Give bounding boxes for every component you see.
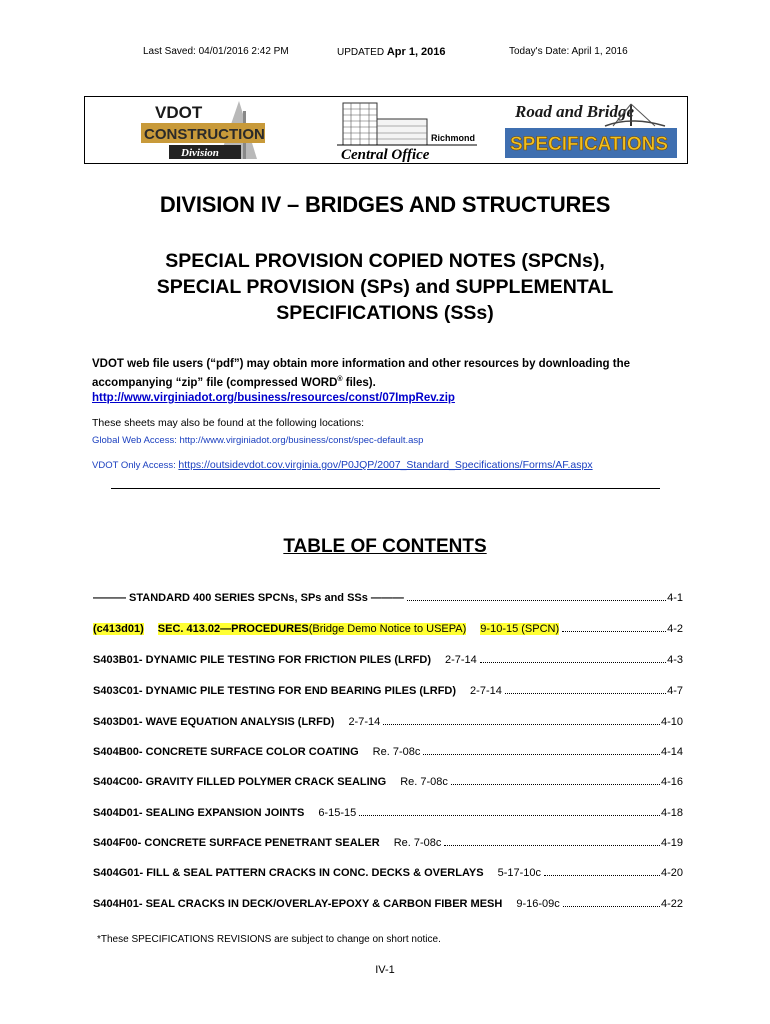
toc-name: - FILL & SEAL PATTERN CRACKS IN CONC. DECKS & OVERLAYS — [139, 867, 484, 879]
todays-date-text: Today's Date: April 1, 2016 — [509, 46, 628, 57]
global-access-label: Global Web Access: — [92, 435, 180, 446]
global-access-link[interactable]: http://www.virginiadot.org/business/const/spec-default.asp — [179, 435, 424, 446]
toc-leader-dots — [480, 662, 666, 663]
logo-banner — [84, 96, 688, 164]
vdot-access-link[interactable]: https://outsidevdot.cov.virginia.gov/P0JQP/2007_Standard_Specifications/Forms/AF.aspx — [178, 459, 593, 471]
toc-date: 5-17-10c — [497, 867, 541, 879]
division-text: Division — [181, 147, 219, 159]
toc-leader-dots — [505, 693, 666, 694]
toc-name: - CONCRETE SURFACE COLOR COATING — [138, 746, 359, 758]
toc-page: 4-22 — [660, 898, 683, 910]
divider — [111, 488, 660, 489]
toc-leader-dots — [423, 754, 660, 755]
toc-entry[interactable] — [93, 803, 683, 819]
toc-entry[interactable] — [93, 742, 683, 758]
toc-code: S404G01 — [93, 867, 140, 879]
toc-code: S403B01 — [93, 654, 139, 666]
toc-page: 4-14 — [660, 746, 683, 758]
updated-text — [337, 46, 446, 58]
toc-name: - SEAL CRACKS IN DECK/OVERLAY-EPOXY & CARBON FIBER MESH — [138, 898, 503, 910]
specifications-text: SPECIFICATIONS — [510, 134, 668, 155]
vdot-access-label: VDOT Only Access: — [92, 460, 179, 471]
locations-lead: These sheets may also be found at the following locations: — [92, 417, 364, 429]
toc-date: 2-7-14 — [470, 685, 502, 697]
toc-name: ——— STANDARD 400 SERIES SPCNs, SPs and SSs ——— — [93, 592, 404, 604]
toc-date: 9-10-15 (SPCN) — [480, 623, 560, 635]
toc-heading: TABLE OF CONTENTS — [283, 536, 487, 557]
toc-page: 4-1 — [667, 592, 683, 604]
intro-line-2-text: accompanying “zip” file (compressed WORD — [92, 376, 338, 389]
toc-page: 4-20 — [660, 867, 683, 879]
toc-leader-dots — [562, 631, 666, 632]
footnote: *These SPECIFICATIONS REVISIONS are subject to change on short notice. — [97, 934, 441, 945]
toc-page: 4-7 — [667, 685, 683, 697]
central-office-text: Central Office — [341, 147, 430, 163]
toc-entry[interactable] — [93, 863, 683, 879]
toc-code: S404F00 — [93, 837, 138, 849]
updated-prefix: UPDATED — [337, 47, 387, 58]
page-number: IV-1 — [375, 964, 395, 976]
registered-mark: ® — [337, 376, 343, 383]
toc-leader-dots — [544, 875, 660, 876]
toc-name: SEC. 413.02—PROCEDURES — [157, 623, 309, 635]
toc-date: Re. 7-08c — [393, 837, 442, 849]
toc-date: 9-16-09c — [516, 898, 560, 910]
toc-code: S403C01 — [93, 685, 139, 697]
toc-page: 4-3 — [667, 654, 683, 666]
toc-date: 2-7-14 — [348, 716, 381, 728]
toc-entry[interactable] — [93, 619, 683, 635]
zip-download-link[interactable]: http://www.virginiadot.org/business/resources/const/07ImpRev.zip — [92, 391, 455, 404]
toc-entry[interactable] — [93, 650, 683, 666]
toc-leader-dots — [451, 784, 660, 785]
toc-leader-dots — [444, 845, 660, 846]
toc-leader-dots — [407, 600, 666, 601]
toc-code: (c413d01) — [93, 623, 144, 635]
toc-page: 4-18 — [660, 807, 683, 819]
toc-leader-dots — [383, 724, 660, 725]
toc-name: - WAVE EQUATION ANALYSIS (LRFD) — [138, 716, 335, 728]
toc-entry[interactable] — [93, 588, 683, 604]
central-office-logo — [337, 99, 477, 163]
toc-page: 4-10 — [660, 716, 683, 728]
page-title: DIVISION IV – BRIDGES AND STRUCTURES — [159, 192, 611, 217]
global-access-line — [92, 435, 423, 446]
toc-entry[interactable] — [93, 681, 683, 697]
toc-entry[interactable] — [93, 894, 683, 910]
construction-text: CONSTRUCTION — [144, 126, 265, 143]
toc-entry[interactable] — [93, 833, 683, 849]
toc-leader-dots — [563, 906, 660, 907]
toc-code: S404H01 — [93, 898, 139, 910]
toc-date: 2-7-14 — [444, 654, 477, 666]
toc-name: - DYNAMIC PILE TESTING FOR END BEARING PILES (LRFD) — [138, 685, 457, 697]
toc-extra: (Bridge Demo Notice to USEPA) — [308, 623, 467, 635]
toc-entry[interactable] — [93, 712, 683, 728]
intro-line-1: VDOT web file users (“pdf”) may obtain more information and other resources by downloading the — [92, 358, 631, 370]
subtitle-line-3: SPECIFICATIONS (SSs) — [276, 302, 494, 324]
toc-name: - CONCRETE SURFACE PENETRANT SEALER — [137, 837, 380, 849]
toc-code: S404D01 — [93, 807, 139, 819]
toc-code: S404B00 — [93, 746, 139, 758]
road-and-bridge-text: Road and Bridge — [515, 102, 635, 121]
toc-code: S403D01 — [93, 716, 139, 728]
intro-line-2 — [92, 372, 692, 391]
updated-date: Apr 1, 2016 — [386, 46, 446, 58]
subtitle — [0, 248, 770, 326]
intro-paragraph — [92, 357, 692, 406]
richmond-text: Richmond — [431, 133, 475, 143]
toc-name: - DYNAMIC PILE TESTING FOR FRICTION PILES (LRFD) — [138, 654, 431, 666]
subtitle-line-2: SPECIAL PROVISION (SPs) and SUPPLEMENTAL — [156, 276, 614, 298]
toc-date: Re. 7-08c — [372, 746, 421, 758]
toc-page: 4-16 — [660, 776, 683, 788]
vdot-text: VDOT — [155, 103, 203, 122]
toc-page: 4-2 — [667, 623, 683, 635]
subtitle-line-1: SPECIAL PROVISION COPIED NOTES (SPCNs), — [165, 250, 605, 272]
toc-code: S404C00 — [93, 776, 139, 788]
last-saved-text: Last Saved: 04/01/2016 2:42 PM — [143, 46, 289, 57]
intro-line-2-end: files). — [342, 376, 376, 389]
toc-date: 6-15-15 — [318, 807, 357, 819]
toc-leader-dots — [359, 815, 660, 816]
toc-name: - GRAVITY FILLED POLYMER CRACK SEALING — [138, 776, 387, 788]
toc-date: Re. 7-08c — [400, 776, 448, 788]
road-bridge-specifications-logo — [505, 100, 680, 160]
vdot-construction-logo — [139, 101, 269, 161]
vdot-access-line — [92, 459, 593, 471]
toc-entry[interactable] — [93, 772, 683, 788]
toc-name: - SEALING EXPANSION JOINTS — [138, 807, 305, 819]
toc-page: 4-19 — [660, 837, 683, 849]
